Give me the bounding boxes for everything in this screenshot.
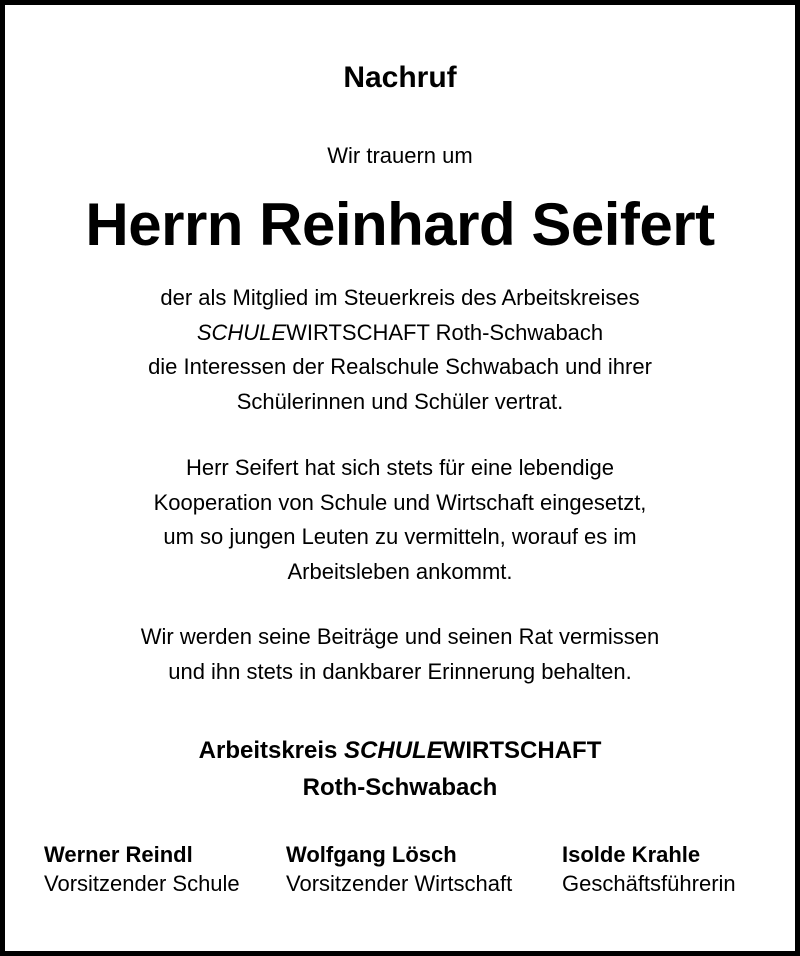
organization-location: Roth-Schwabach (302, 774, 498, 801)
signatory-name: Werner Reindl (44, 842, 193, 867)
intro-text: Wir trauern um (327, 143, 473, 168)
paragraph-cooperation (5, 451, 795, 589)
paragraph-line: um so jungen Leuten zu vermitteln, worauf es im (163, 524, 637, 549)
signatory (286, 840, 512, 898)
paragraph-line: die Interessen der Realschule Schwabach und ihrer (148, 354, 652, 379)
organization-block (5, 732, 795, 806)
text: WIRTSCHAFT Roth-Schwabach (286, 319, 604, 345)
italic-text: SCHULE (344, 737, 443, 764)
signatory-role: Vorsitzender Schule (44, 871, 240, 896)
paragraph-line: Herr Seifert hat sich stets für eine lebendige (185, 455, 614, 480)
signatory-name: Isolde Krahle (562, 842, 701, 867)
signatory (44, 840, 240, 898)
italic-text: SCHULE (196, 319, 287, 345)
page-title: Nachruf (343, 61, 457, 94)
paragraph-line (5, 316, 795, 351)
text: WIRTSCHAFT (442, 737, 602, 764)
paragraph-membership (5, 281, 795, 419)
text: Arbeitskreis (198, 737, 345, 764)
paragraph-remembrance (5, 620, 795, 689)
paragraph-line: Kooperation von Schule und Wirtschaft eingesetzt, (153, 489, 647, 515)
paragraph-line: Schülerinnen und Schüler vertrat. (236, 388, 564, 414)
organization-name (5, 732, 795, 769)
paragraph-line: der als Mitglied im Steuerkreis des Arbeitskreises (160, 285, 640, 310)
signatory-role: Vorsitzender Wirtschaft (286, 871, 513, 896)
signatory-role: Geschäftsführerin (562, 871, 736, 896)
deceased-name: Herrn Reinhard Seifert (85, 191, 715, 258)
signatory-name: Wolfgang Lösch (286, 842, 457, 867)
paragraph-line: Wir werden seine Beiträge und seinen Rat vermissen (140, 624, 660, 649)
signatory (562, 840, 736, 898)
paragraph-line: und ihn stets in dankbarer Erinnerung behalten. (168, 658, 632, 684)
paragraph-line: Arbeitsleben ankommt. (287, 558, 513, 584)
